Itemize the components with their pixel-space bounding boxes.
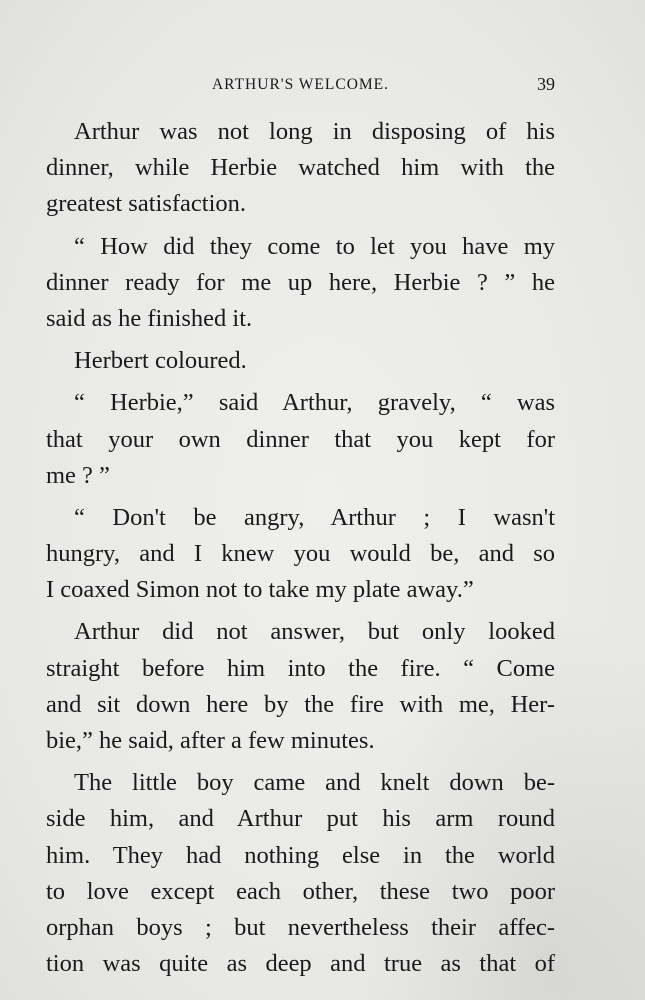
- text-line: “ Don't be angry, Arthur ; I wasn't: [74, 503, 555, 531]
- text-line: to love except each other, these two poor: [46, 877, 555, 905]
- text-line: that your own dinner that you kept for: [46, 425, 555, 453]
- text-line: “ Herbie,” said Arthur, gravely, “ was: [74, 389, 555, 417]
- text-line: me ? ”: [46, 461, 110, 489]
- text-line: him. They had nothing else in the world: [46, 841, 555, 869]
- text-line: Arthur did not answer, but only looked: [74, 618, 555, 646]
- text-line: straight before him into the fire. “ Come: [46, 654, 555, 682]
- running-head: ARTHUR'S WELCOME.: [211, 76, 390, 93]
- text-line: The little boy came and knelt down be-: [74, 769, 555, 797]
- text-line: Arthur was not long in disposing of his: [74, 118, 555, 145]
- text-line: and sit down here by the fire with me, Her-: [46, 690, 555, 718]
- text-line: hungry, and I knew you would be, and so: [46, 540, 555, 568]
- page-number: 39: [537, 74, 555, 94]
- text-line: said as he finished it.: [46, 304, 253, 332]
- text-line: dinner ready for me up here, Herbie ? ” he: [46, 268, 555, 296]
- text-line: greatest satisfaction.: [46, 190, 247, 218]
- text-line: dinner, while Herbie watched him with the: [46, 154, 555, 182]
- text-line: I coaxed Simon not to take my plate away.”: [46, 576, 474, 604]
- text-line: Herbert coloured.: [74, 347, 247, 375]
- text-line: orphan boys ; but nevertheless their affec-: [46, 913, 555, 941]
- text-line: bie,” he said, after a few minutes.: [46, 727, 375, 754]
- text-line: “ How did they come to let you have my: [74, 232, 555, 260]
- page-header: [46, 74, 555, 98]
- text-line: side him, and Arthur put his arm round: [46, 805, 555, 833]
- text-line: tion was quite as deep and true as that of: [46, 950, 555, 978]
- body-text: [46, 114, 555, 982]
